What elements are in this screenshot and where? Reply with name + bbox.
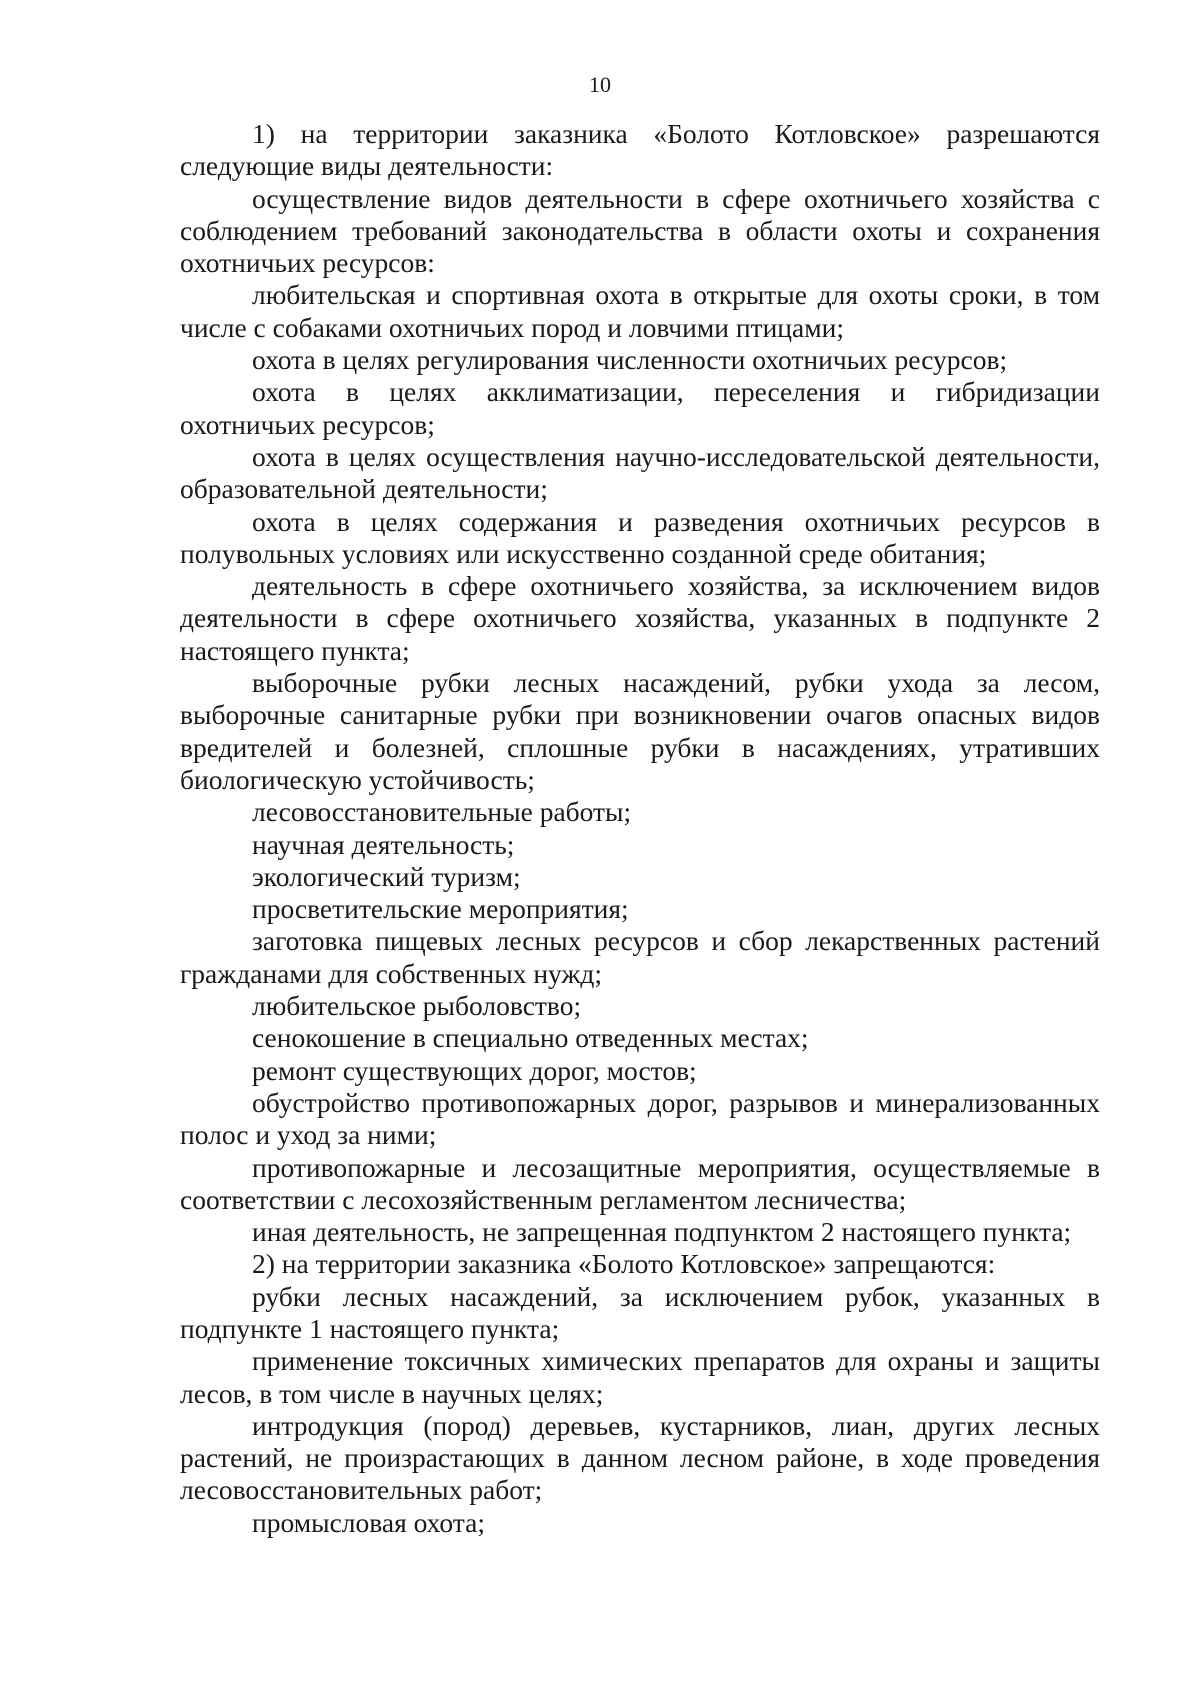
paragraph-3: любительская и спортивная охота в открытые для охоты сроки, в том числе с собаками охотничьих пород и ловчими птицами; [180,279,1100,343]
paragraph-9: выборочные рубки лесных насаждений, рубки ухода за лесом, выборочные санитарные рубки при возникновении очагов опасных видов вредителей и болезней, сплошные рубки в насаждениях, утративших биологическую устойчивость; [180,667,1100,795]
paragraph-10: лесовосстановительные работы; [252,796,632,828]
paragraph-19: противопожарные и лесозащитные мероприятия, осуществляемые в соответствии с лесохозяйственным регламентом лесничества; [180,1151,1100,1215]
paragraph-17: ремонт существующих дорог, мостов; [252,1054,697,1086]
paragraph-8: деятельность в сфере охотничьего хозяйства, за исключением видов деятельности в сфере охотничьего хозяйства, указанных в подпункте 2 настоящего пункта; [180,570,1100,666]
paragraph-16: сенокошение в специально отведенных местах; [252,1022,809,1054]
paragraph-4: охота в целях регулирования численности охотничьих ресурсов; [252,344,1008,376]
paragraph-2: осуществление видов деятельности в сфере охотничьего хозяйства с соблюдением требований законодательства в области охоты и сохранения охотничьих ресурсов: [180,182,1100,279]
paragraph-7: охота в целях содержания и разведения охотничьих ресурсов в полувольных условиях или искусственно созданной среде обитания; [180,505,1100,569]
paragraph-21: 2) на территории заказника «Болото Котловское» запрещаются: [252,1248,996,1280]
paragraph-18: обустройство противопожарных дорог, разрывов и минерализованных полос и уход за ними; [180,1086,1100,1151]
paragraph-11: научная деятельность; [252,828,515,860]
paragraph-6: охота в целях осуществления научно-исследовательской деятельности, образовательной деятельности; [180,440,1100,505]
document-body [180,118,1100,1539]
paragraph-22: рубки лесных насаждений, за исключением рубок, указанных в подпункте 1 настоящего пункта; [180,1280,1100,1344]
paragraph-1: 1) на территории заказника «Болото Котловское» разрешаются следующие виды деятельности: [180,118,1100,182]
paragraph-14: заготовка пищевых лесных ресурсов и сбор лекарственных растений гражданами для собственных нужд; [180,925,1100,989]
paragraph-24: интродукция (пород) деревьев, кустарников, лиан, других лесных растений, не произрастающих в данном лесном районе, в ходе проведения лесовосстановительных работ; [180,1409,1100,1506]
paragraph-25: промысловая охота; [252,1506,485,1538]
paragraph-20: иная деятельность, не запрещенная подпунктом 2 настоящего пункта; [252,1216,1072,1248]
page-number: 10 [589,72,611,97]
paragraph-15: любительское рыболовство; [252,990,582,1022]
paragraph-12: экологический туризм; [252,860,521,892]
paragraph-23: применение токсичных химических препаратов для охраны и защиты лесов, в том числе в научных целях; [180,1345,1100,1409]
paragraph-13: просветительские мероприятия; [252,893,629,925]
paragraph-5: охота в целях акклиматизации, переселения и гибридизации охотничьих ресурсов; [180,376,1100,440]
